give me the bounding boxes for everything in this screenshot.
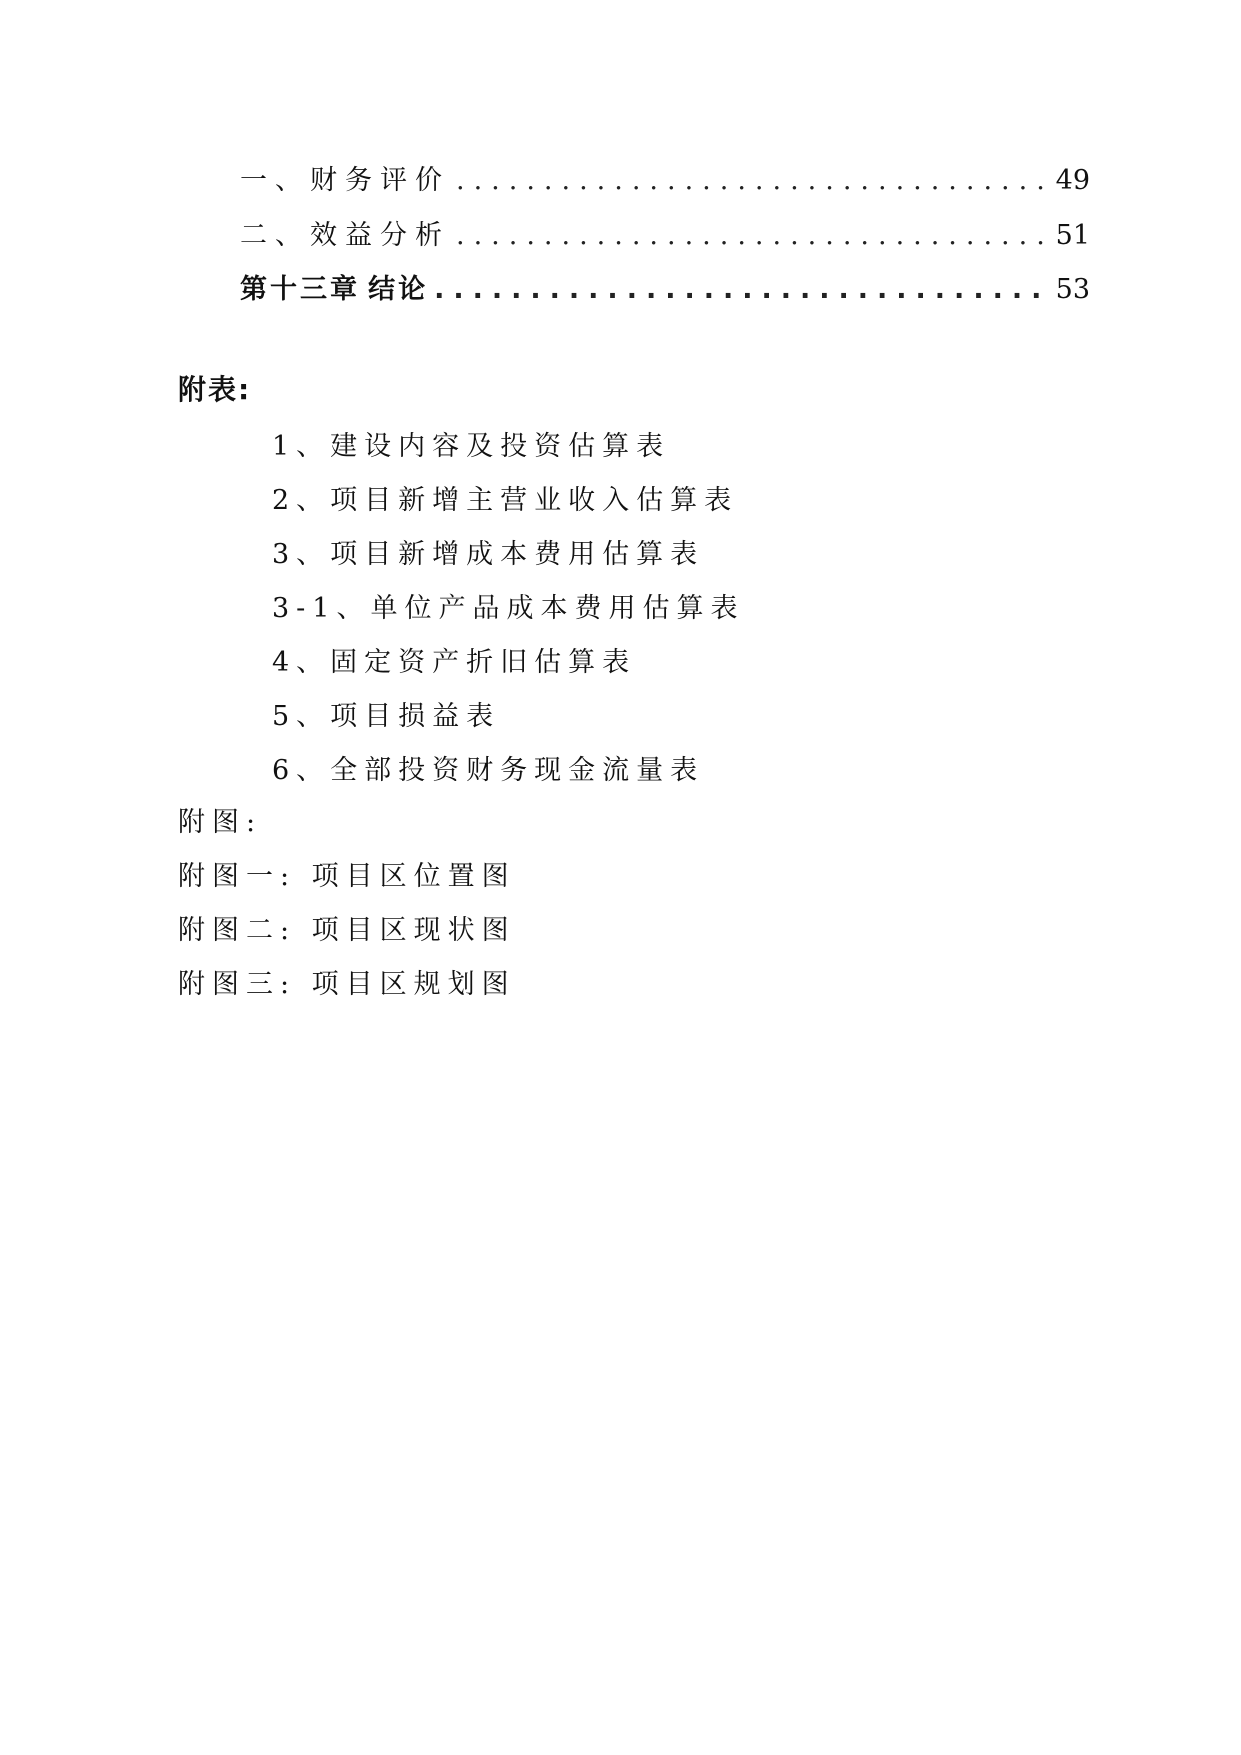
appendix-table-item: 1、建设内容及投资估算表 bbox=[272, 431, 671, 462]
toc-entry-benefit-analysis[interactable] bbox=[240, 213, 1090, 249]
chapter-number: 第十三章 bbox=[240, 274, 360, 305]
dot-leader bbox=[434, 274, 1050, 305]
appendix-table-item: 3-1、单位产品成本费用估算表 bbox=[272, 593, 745, 624]
dot-leader bbox=[456, 165, 1050, 196]
appendix-figure-item: 附图二: 项目区现状图 bbox=[178, 915, 516, 946]
appendix-table-item: 4、固定资产折旧估算表 bbox=[272, 647, 637, 678]
appendix-figure-item: 附图三: 项目区规划图 bbox=[178, 969, 516, 1000]
toc-entry-chapter-13[interactable] bbox=[240, 267, 1090, 303]
appendix-figure-item: 附图一: 项目区位置图 bbox=[178, 861, 516, 892]
appendix-table-item: 3、项目新增成本费用估算表 bbox=[272, 539, 705, 570]
toc-entry-financial-evaluation[interactable] bbox=[240, 158, 1090, 194]
toc-entry-label: 二、效益分析 bbox=[240, 220, 450, 251]
chapter-title: 结论 bbox=[368, 274, 429, 305]
appendix-tables-heading: 附表: bbox=[178, 373, 252, 406]
appendix-table-item: 6、全部投资财务现金流量表 bbox=[272, 755, 705, 786]
toc-page-number: 53 bbox=[1055, 274, 1090, 305]
toc-page-number: 51 bbox=[1055, 220, 1090, 251]
toc-page-number: 49 bbox=[1055, 165, 1090, 196]
dot-leader bbox=[456, 220, 1050, 251]
appendix-figures-heading: 附图: bbox=[178, 807, 263, 838]
toc-entry-label: 一、财务评价 bbox=[240, 165, 450, 196]
appendix-table-item: 5、项目损益表 bbox=[272, 701, 501, 732]
appendix-table-item: 2、项目新增主营业收入估算表 bbox=[272, 485, 739, 516]
